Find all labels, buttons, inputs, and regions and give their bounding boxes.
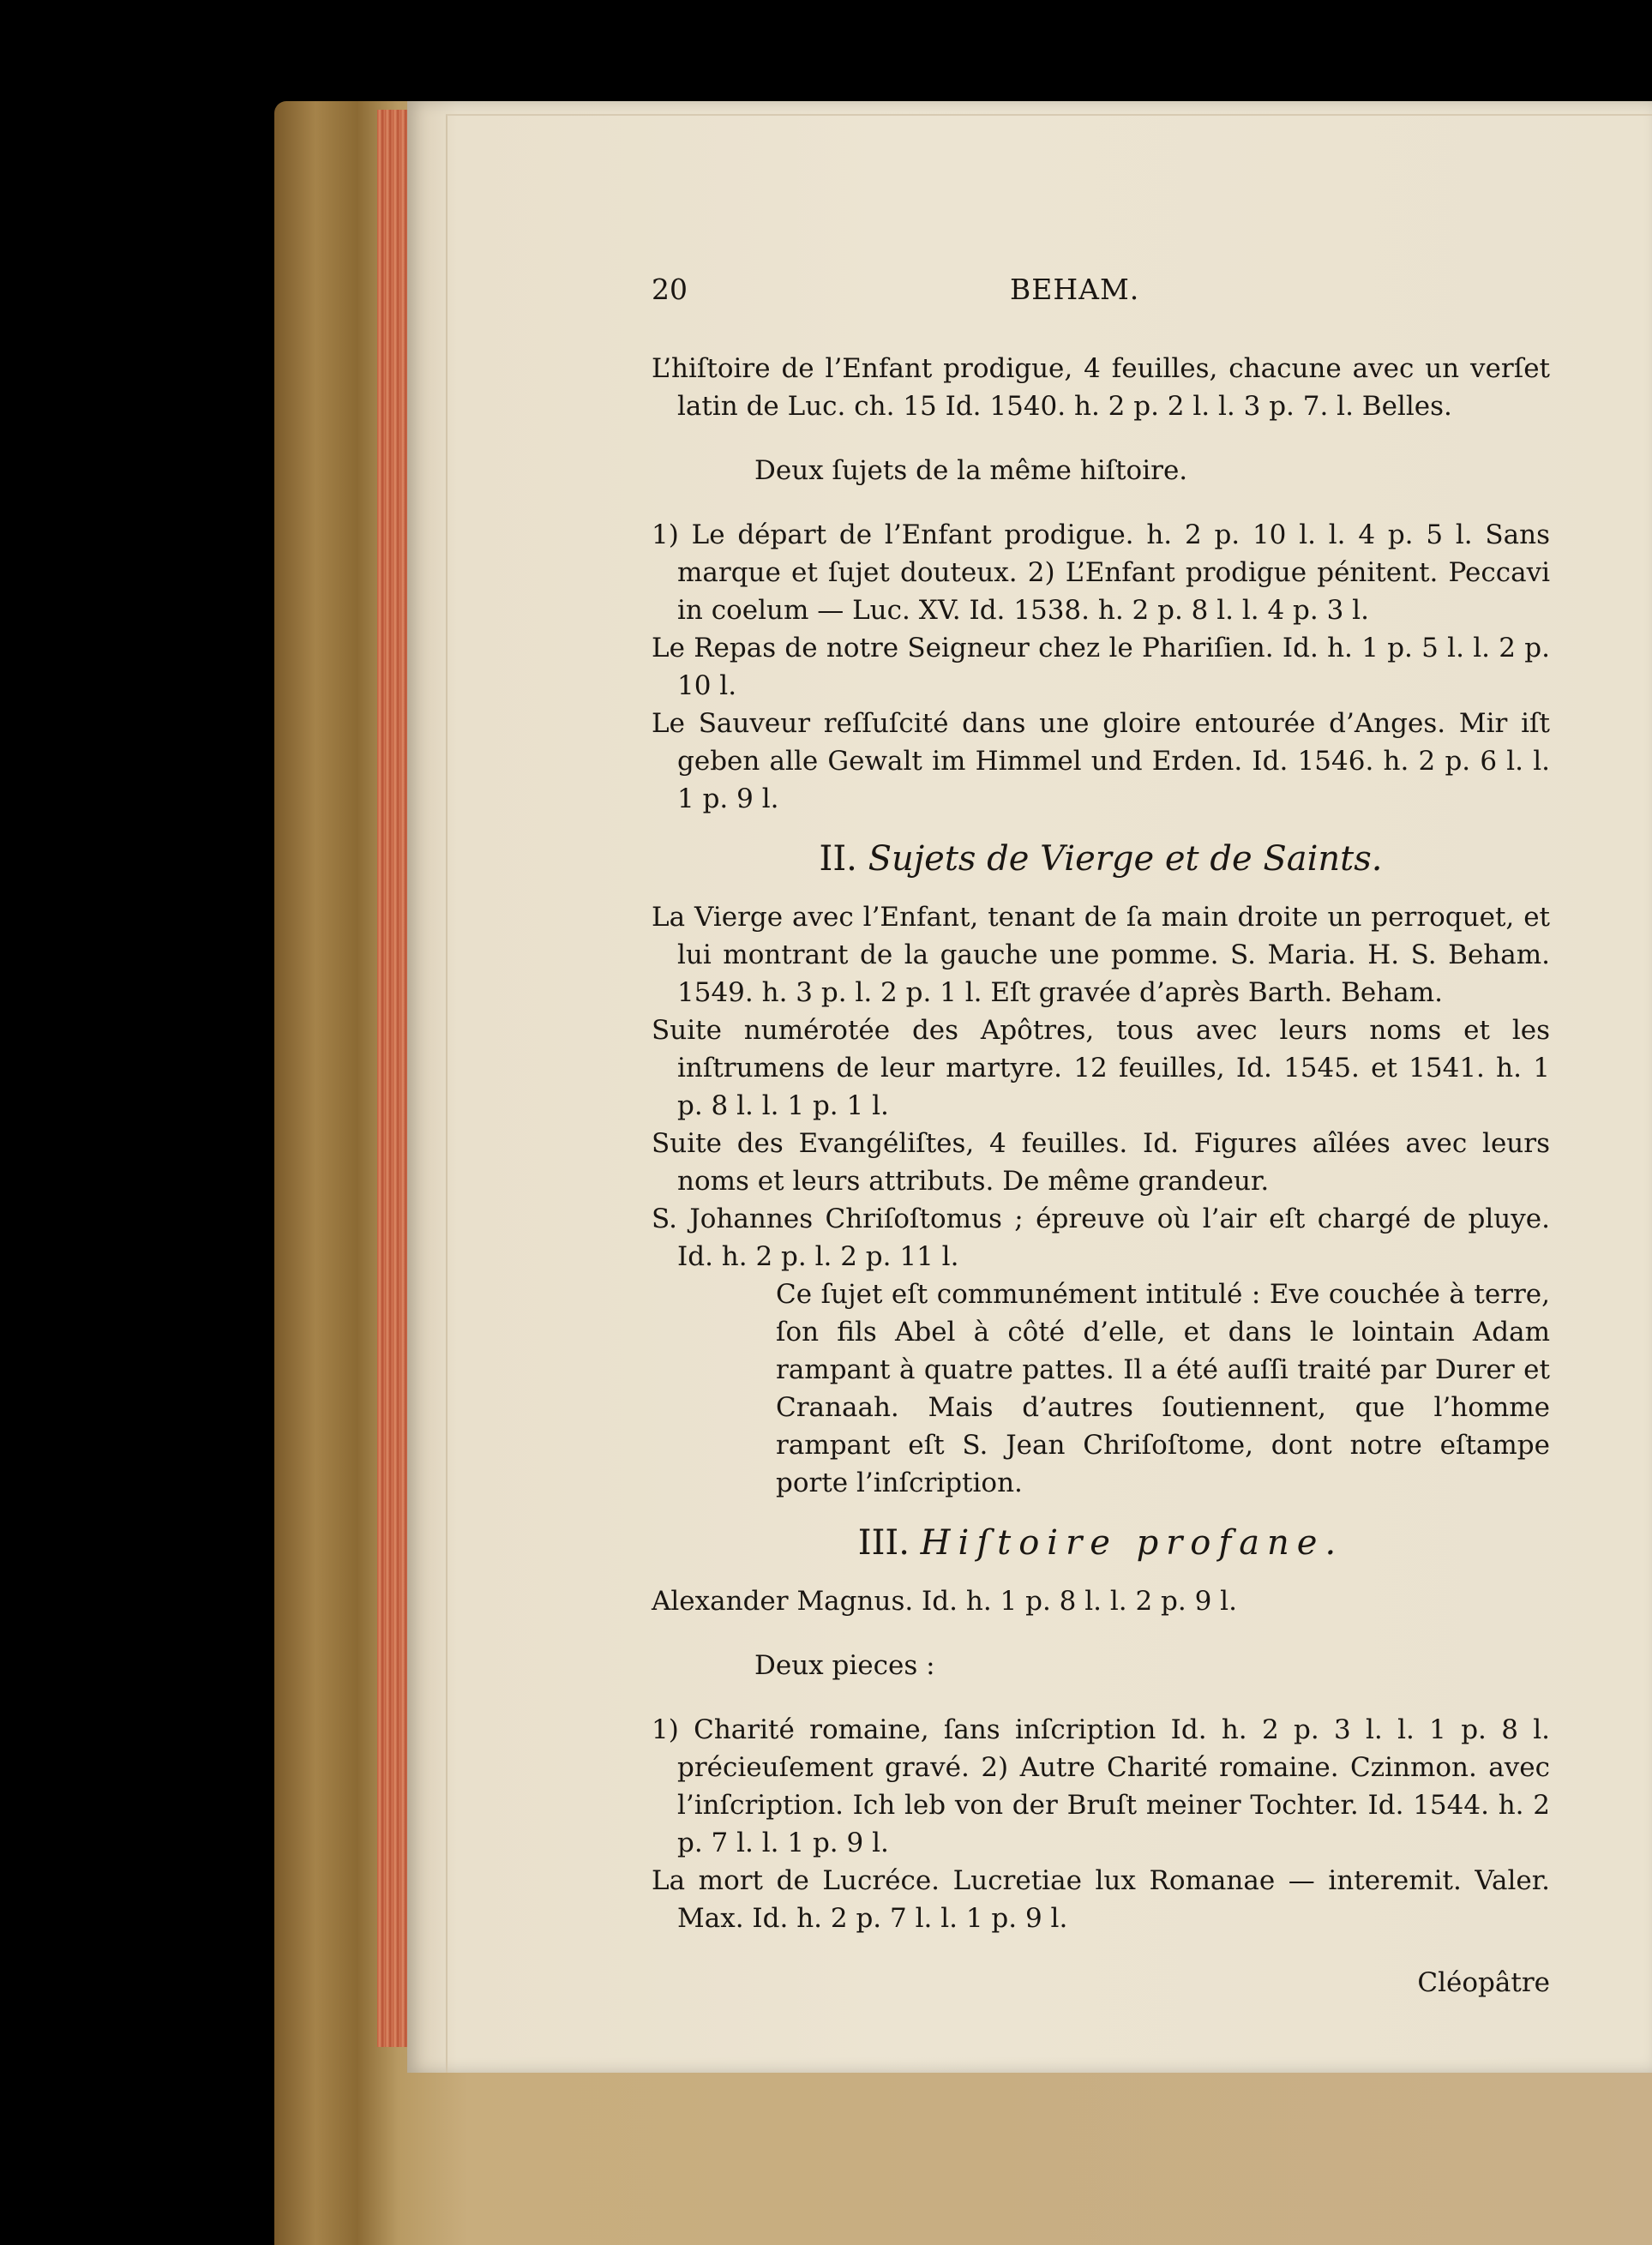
entry-sauveur: Le Sauveur reſſuſcité dans une gloire entourée d’Anges. Mir iſt geben alle Gewalt im Himmel und Erden. Id. 1546. h. 2 p. 6 l. l. 1 p. 9 l. [652,708,1550,814]
entry-lucrece: La mort de Lucréce. Lucretiae lux Romanae — interemit. Valer. Max. Id. h. 2 p. 7 l. l. 1 p. 9 l. [652,1865,1550,1934]
section-title-3: Hiſtoire profane. [920,1523,1344,1563]
section-heading-2 [652,833,1550,885]
entry-chrisostomus: S. Johannes Chriſoſtomus ; épreuve où l’air eſt chargé de pluye. Id. h. 2 p. l. 2 p. 11 l. [652,1204,1550,1272]
note-chrisostomus: Ce ſujet eſt communément intitulé : Eve couchée à terre, ſon fils Abel à côté d’elle, et dans le lointain Adam rampant à quatre pattes. Il a été auſſi traité par Durer et Cranaah. Mais d’autres ſoutiennent, que l’homme rampant eſt S. Jean Chriſoſtome, dont notre eſtampe porte l’inſcription. [776,1279,1550,1498]
body-block [652,350,1550,2028]
entry-apotres: Suite numérotée des Apôtres, tous avec leurs noms et les inſtrumens de leur martyre. 12 feuilles, Id. 1545. et 1541. h. 1 p. 8 l. l. 1 p. 1 l. [652,1015,1550,1121]
section-numeral-3: III. [857,1523,910,1563]
entry-enfant-prodigue: L’hiſtoire de l’Enfant prodigue, 4 feuilles, chacune avec un verſet latin de Luc. ch. 15 Id. 1540. h. 2 p. 2 l. l. 3 p. 7. l. Belles. [652,353,1550,422]
page-edges [377,110,408,2047]
section-heading-3 [652,1517,1550,1569]
entry-deux-pieces: Deux pieces : [754,1650,935,1681]
entry-alexander: Alexander Magnus. Id. h. 1 p. 8 l. l. 2 p. 9 l. [652,1586,1237,1617]
entry-evangelistes: Suite des Evangéliſtes, 4 feuilles. Id. Figures aîlées avec leurs noms et leurs attributs. De même grandeur. [652,1128,1550,1197]
catchword: Cléopâtre [1417,1967,1550,1998]
section-numeral-2: II. [819,839,857,879]
page-number: 20 [652,273,688,306]
entry-charite: 1) Charité romaine, ſans inſcription Id. h. 2 p. 3 l. l. 1 p. 8 l. précieuſement gravé. 2) Autre Charité romaine. Czinmon. avec l’inſcription. Ich leb von der Bruſt meiner Tochter. Id. 1544. h. 2 p. 7 l. l. 1 p. 9 l. [652,1714,1550,1858]
entry-deux-sujets: Deux ſujets de la même hiſtoire. [754,455,1188,486]
entry-repas: Le Repas de notre Seigneur chez le Phariſien. Id. h. 1 p. 5 l. l. 2 p. 10 l. [652,633,1550,701]
entry-vierge: La Vierge avec l’Enfant, tenant de ſa main droite un perroquet, et lui montrant de la gauche une pomme. S. Maria. H. S. Beham. 1549. h. 3 p. l. 2 p. 1 l. Eſt gravée d’après Barth. Beham. [652,902,1550,1008]
page-header [652,273,1550,312]
entry-depart: 1) Le départ de l’Enfant prodigue. h. 2 p. 10 l. l. 4 p. 5 l. Sans marque et ſujet douteux. 2) L’Enfant prodigue pénitent. Peccavi in coelum — Luc. XV. Id. 1538. h. 2 p. 8 l. l. 4 p. 3 l. [652,519,1550,626]
section-title-2: Sujets de Vierge et de Saints. [868,839,1383,879]
running-head: BEHAM. [1010,273,1140,306]
